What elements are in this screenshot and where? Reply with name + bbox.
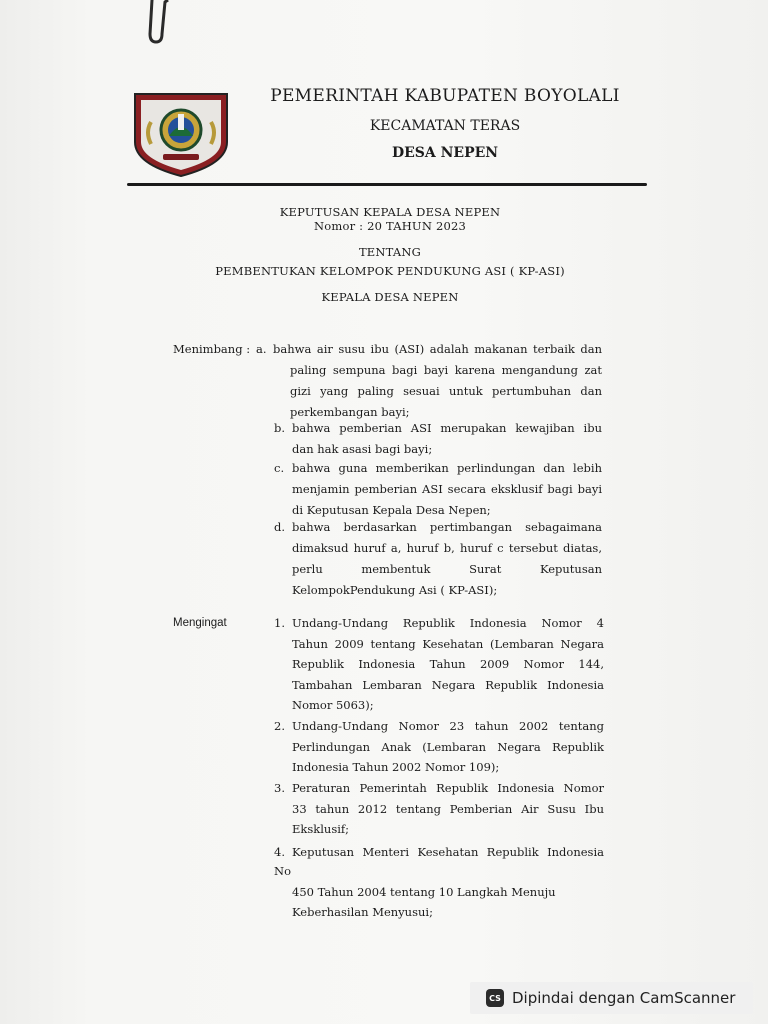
menimbang-line: dan hak asasi bagi bayi;	[292, 442, 433, 456]
letterhead-divider	[127, 183, 647, 186]
letterhead-village: DESA NEPEN	[391, 145, 499, 161]
menimbang-line: dimaksud huruf a, huruf b, huruf c tersebut diatas,	[292, 541, 602, 555]
mengingat-line: Tambahan Lembaran Negara Republik Indonesia	[292, 677, 604, 692]
decree-title: KEPUTUSAN KEPALA DESA NEPEN	[279, 205, 501, 219]
letterhead-government: PEMERINTAH KABUPATEN BOYOLALI	[270, 86, 620, 106]
menimbang-marker: b.	[274, 421, 286, 435]
menimbang-line: perlu membentuk Surat Keputusan	[292, 562, 602, 576]
menimbang-line: bahwa guna memberikan perlindungan dan lebih	[292, 461, 602, 475]
mengingat-line: Indonesia Tahun 2002 Nomor 109);	[292, 760, 500, 774]
mengingat-continuation: No	[274, 864, 291, 878]
camscanner-icon: CS	[486, 989, 504, 1007]
mengingat-line: 33 tahun 2012 tentang Pemberian Air Susu Ibu	[292, 801, 604, 816]
mengingat-line: Eksklusif;	[292, 822, 350, 836]
paper-clip-icon	[140, 0, 180, 48]
decree-number: Nomor : 20 TAHUN 2023	[313, 219, 467, 233]
menimbang-line: KelompokPendukung Asi ( KP-ASI);	[292, 583, 498, 597]
decree-subject: PEMBENTUKAN KELOMPOK PENDUKUNG ASI ( KP-ASI)	[215, 264, 565, 278]
menimbang-line: di Keputusan Kepala Desa Nepen;	[292, 503, 491, 517]
menimbang-line: paling sempuna bagi bayi karena mengandung zat	[290, 363, 602, 377]
letterhead-district: KECAMATAN TERAS	[369, 118, 521, 134]
menimbang-marker: d.	[274, 520, 286, 534]
mengingat-marker: 4.	[274, 845, 285, 859]
decree-issuer: KEPALA DESA NEPEN	[321, 290, 459, 304]
mengingat-marker: 3.	[274, 781, 285, 795]
menimbang-marker: c.	[274, 461, 285, 475]
mengingat-line: Undang-Undang Republik Indonesia Nomor 4	[292, 616, 604, 630]
menimbang-line: bahwa berdasarkan pertimbangan sebagaimana	[292, 520, 602, 534]
menimbang-line: menjamin pemberian ASI secara eksklusif bagi bayi	[292, 482, 602, 496]
menimbang-label: Menimbang :	[173, 342, 251, 356]
camscanner-text: Dipindai dengan CamScanner	[512, 989, 736, 1007]
mengingat-label: Mengingat	[173, 617, 227, 629]
mengingat-line: Perlindungan Anak (Lembaran Negara Republik	[292, 739, 604, 754]
mengingat-line: Undang-Undang Nomor 23 tahun 2002 tentang	[292, 719, 604, 733]
menimbang-marker: a.	[256, 342, 267, 356]
decree-tentang: TENTANG	[358, 245, 422, 259]
mengingat-marker: 2.	[274, 719, 285, 733]
mengingat-line: Republik Indonesia Tahun 2009 Nomor 144,	[292, 657, 604, 671]
menimbang-line: bahwa air susu ibu (ASI) adalah makanan terbaik dan	[273, 342, 602, 356]
mengingat-line: Nomor 5063);	[292, 698, 374, 712]
mengingat-marker: 1.	[274, 616, 285, 630]
mengingat-line: Peraturan Pemerintah Republik Indonesia Nomor	[292, 781, 604, 795]
mengingat-line: Keberhasilan Menyusui;	[292, 905, 433, 919]
mengingat-line: Tahun 2009 tentang Kesehatan (Lembaran Negara	[292, 636, 604, 651]
camscanner-badge	[470, 982, 753, 1014]
boyolali-coat-of-arms-logo	[133, 92, 229, 178]
mengingat-line: 450 Tahun 2004 tentang 10 Langkah Menuju	[292, 885, 556, 899]
menimbang-line: perkembangan bayi;	[290, 405, 410, 419]
mengingat-line: Keputusan Menteri Kesehatan Republik Indonesia	[292, 845, 604, 859]
menimbang-line: gizi yang paling sesuai untuk pertumbuhan dan	[290, 384, 602, 398]
menimbang-line: bahwa pemberian ASI merupakan kewajiban ibu	[292, 421, 602, 435]
